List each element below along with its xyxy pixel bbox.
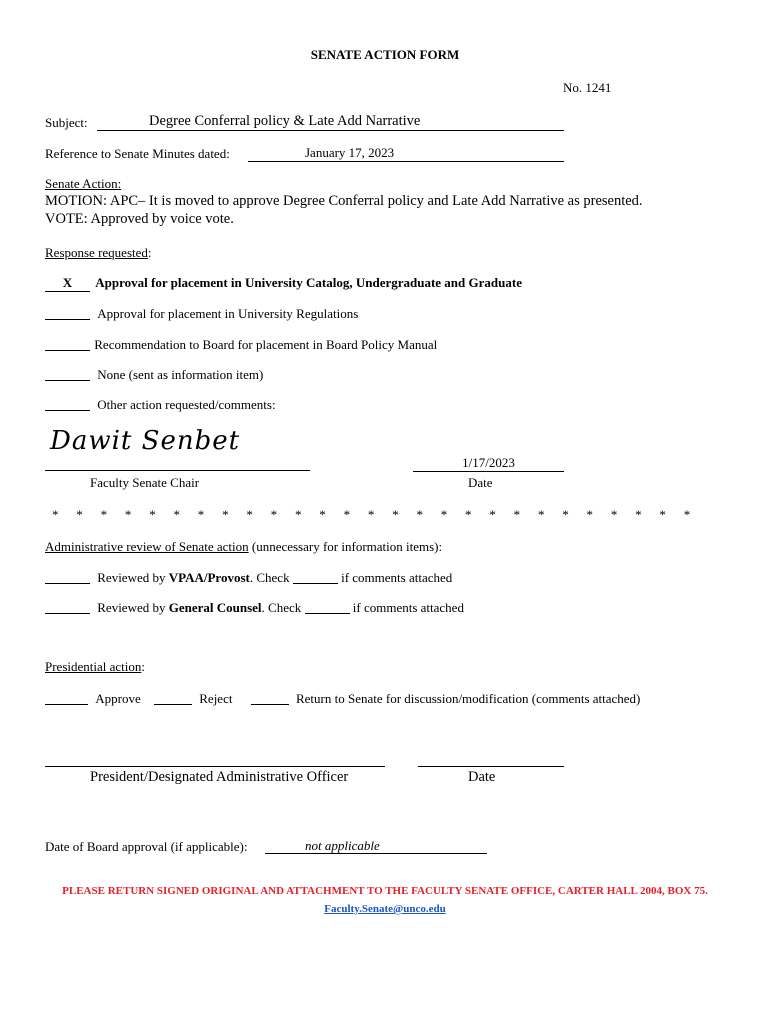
response-heading: Response requested: [45, 245, 152, 260]
subject-label: Subject: [45, 115, 88, 130]
reject-label: Reject [199, 691, 233, 706]
option-mark-none[interactable] [45, 366, 90, 381]
option-label-catalog: Approval for placement in University Catalog, Undergraduate and Graduate [95, 275, 522, 290]
signature-date-field [413, 457, 564, 472]
presidential-label: Presidential action [45, 659, 142, 674]
option-mark-board-policy[interactable] [45, 336, 90, 351]
presidential-options [45, 690, 640, 707]
comments-check-provost[interactable] [293, 569, 338, 584]
presidential-heading: Presidential action: [45, 659, 146, 674]
comments-check-counsel[interactable] [305, 599, 350, 614]
board-approval-field[interactable] [265, 838, 487, 854]
option-mark-catalog[interactable]: X [45, 275, 90, 292]
option-row-catalog [45, 275, 522, 292]
option-row-board-policy [45, 336, 437, 353]
option-label-none: None (sent as information item) [97, 367, 264, 382]
review-mark-counsel[interactable] [45, 599, 90, 614]
president-date-line[interactable] [418, 766, 564, 767]
signature-line [45, 470, 310, 471]
chair-label: Faculty Senate Chair [90, 475, 200, 490]
reference-field [248, 145, 564, 162]
faculty-senate-email-link[interactable]: Faculty.Senate@unco.edu [324, 903, 446, 915]
approve-label: Approve [95, 691, 141, 706]
option-label-regulations: Approval for placement in University Regulations [97, 306, 359, 321]
review-row-provost: Reviewed by VPAA/Provost. Check if comments attached [45, 569, 452, 586]
option-row-other [45, 396, 276, 413]
admin-review-label: Administrative review of Senate action [45, 539, 249, 554]
return-mark[interactable] [251, 690, 289, 705]
review-mark-provost[interactable] [45, 569, 90, 584]
admin-review-heading: Administrative review of Senate action (unnecessary for information items): [45, 539, 443, 554]
return-label: Return to Senate for discussion/modification (comments attached) [295, 691, 641, 706]
reference-label: Reference to Senate Minutes dated: [45, 146, 230, 161]
approve-mark[interactable] [45, 690, 88, 705]
option-mark-other[interactable] [45, 396, 90, 411]
officer-label: President/Designated Administrative Officer [90, 769, 349, 785]
star-separator: * * * * * * * * * * * * * * * * * * * * * * * * * * * [52, 507, 691, 522]
reviewer-counsel: General Counsel [168, 600, 262, 615]
form-title: SENATE ACTION FORM [310, 47, 460, 62]
president-signature-line[interactable] [45, 766, 385, 767]
senate-action-label: Senate Action: [45, 176, 122, 191]
vote-text: VOTE: Approved by voice vote. [45, 211, 234, 227]
option-row-regulations [45, 305, 358, 322]
subject-field [97, 113, 564, 131]
reviewer-provost: VPAA/Provost [168, 570, 250, 585]
return-notice: PLEASE RETURN SIGNED ORIGINAL AND ATTACHMENT TO THE FACULTY SENATE OFFICE, CARTER HALL 2004, BOX 75. [62, 885, 708, 897]
subject-value: Degree Conferral policy & Late Add Narrative [149, 113, 421, 129]
option-label-other: Other action requested/comments: [97, 397, 276, 412]
signature-date-label: Date [468, 475, 493, 490]
board-approval-label: Date of Board approval (if applicable): [45, 839, 248, 854]
option-row-none [45, 366, 263, 383]
handwritten-signature: Dawit Senbet [50, 426, 241, 456]
signature-date-value: 1/17/2023 [462, 455, 515, 470]
board-approval-value: not applicable [305, 838, 380, 853]
president-date-label: Date [468, 769, 496, 785]
review-row-counsel: Reviewed by General Counsel. Check if comments attached [45, 599, 464, 616]
form-number: No. 1241 [563, 80, 612, 95]
option-label-board-policy: Recommendation to Board for placement in Board Policy Manual [94, 337, 438, 352]
reference-value: January 17, 2023 [305, 145, 395, 160]
motion-text: MOTION: APC– It is moved to approve Degree Conferral policy and Late Add Narrative as presented. [45, 193, 643, 209]
reject-mark[interactable] [154, 690, 192, 705]
response-label: Response requested [45, 245, 148, 260]
option-mark-regulations[interactable] [45, 305, 90, 320]
email-row [0, 900, 770, 916]
